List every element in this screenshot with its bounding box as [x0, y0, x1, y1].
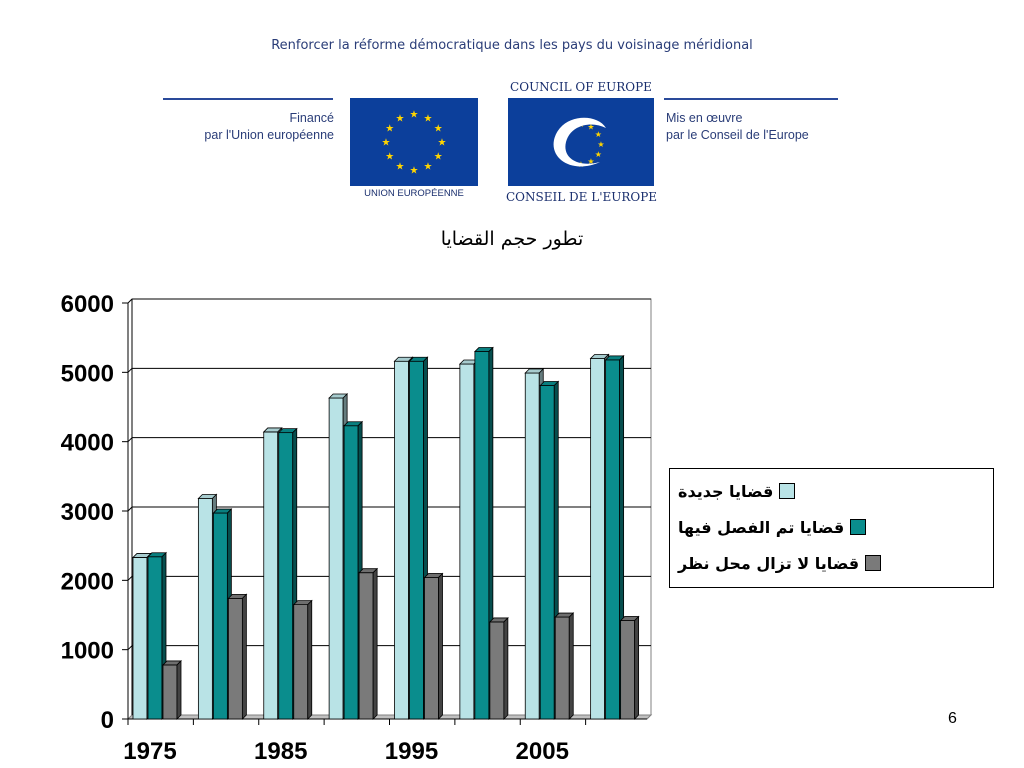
bar-pending-cases [621, 617, 639, 719]
coe-emblem-icon [508, 98, 654, 186]
bar-pending-cases [555, 613, 573, 719]
y-tick-label: 4000 [60, 429, 114, 457]
eu-star: ★ [409, 165, 419, 177]
eu-star: ★ [437, 137, 447, 149]
x-tick-label: 1975 [123, 738, 177, 765]
implemented-by-line2: par le Conseil de l'Europe [666, 128, 809, 142]
y-tick-label: 6000 [60, 291, 114, 318]
coe-star: ★ [587, 122, 595, 132]
legend-swatch-pending-cases [865, 555, 881, 571]
gridline-diag [128, 368, 132, 372]
legend-label-decided-cases: قضايا تم الفصل فيها [678, 517, 845, 537]
y-tick-label: 2000 [60, 568, 114, 596]
legend-label-pending-cases: قضايا لا تزال محل نظر [678, 553, 860, 573]
eu-star: ★ [409, 109, 419, 121]
gridline-diag [128, 438, 132, 442]
bar-pending-cases [294, 601, 312, 719]
x-tick-label: 2005 [515, 738, 569, 765]
coe-top-caption: COUNCIL OF EUROPE [510, 80, 652, 94]
header-rule-right [664, 98, 838, 100]
implemented-by-line1: Mis en œuvre [666, 111, 743, 125]
coe-star: ★ [597, 139, 605, 149]
eu-stars-icon [350, 98, 478, 186]
y-tick-label: 3000 [60, 499, 114, 526]
legend-item-pending-cases [678, 549, 985, 577]
gridline-diag [128, 576, 132, 580]
header-tagline: Renforcer la réforme démocratique dans les pays du voisinage méridional [271, 38, 753, 53]
y-tick-label: 0 [100, 707, 114, 734]
coe-logo [508, 98, 654, 186]
coe-star: ★ [594, 129, 602, 139]
bar-pending-cases [425, 574, 443, 719]
page-number: 6 [948, 710, 957, 727]
gridline-diag [128, 646, 132, 650]
x-tick-label: 1995 [384, 738, 439, 765]
bar-pending-cases [490, 618, 508, 719]
bar-chart [0, 290, 670, 768]
eu-star: ★ [381, 137, 391, 149]
gridline-diag [128, 299, 132, 303]
eu-star: ★ [395, 161, 405, 173]
bar-pending-cases [163, 661, 181, 719]
legend-label-new-cases: قضايا جديدة [678, 481, 774, 501]
y-tick-label: 1000 [60, 637, 114, 665]
legend-swatch-new-cases [779, 483, 795, 499]
eu-logo [350, 98, 478, 186]
coe-star: ★ [587, 157, 595, 167]
legend-item-new-cases [678, 477, 985, 505]
chart-legend [669, 468, 994, 588]
gridline-diag [128, 507, 132, 511]
bar-pending-cases [228, 594, 246, 719]
coe-bottom-caption: CONSEIL DE L'EUROPE [506, 190, 658, 204]
legend-item-decided-cases [678, 513, 985, 541]
eu-star: ★ [423, 113, 433, 125]
bar-pending-cases [359, 569, 377, 719]
funded-by-line1: Financé [289, 111, 334, 125]
implemented-by-note [666, 110, 866, 144]
eu-star: ★ [423, 161, 433, 173]
x-tick-label: 1985 [254, 738, 308, 765]
eu-star: ★ [385, 123, 395, 135]
chart-title: تطور حجم القضايا [440, 228, 584, 250]
funded-by-note [150, 110, 334, 144]
eu-star: ★ [433, 151, 443, 163]
eu-star: ★ [385, 151, 395, 163]
legend-swatch-decided-cases [850, 519, 866, 535]
y-tick-label: 5000 [60, 360, 114, 388]
funded-by-line2: par l'Union européenne [204, 128, 334, 142]
header-rule-left [163, 98, 333, 100]
coe-star: ★ [594, 149, 602, 159]
eu-logo-caption: UNION EUROPÉENNE [364, 188, 464, 199]
eu-star: ★ [395, 113, 405, 125]
eu-star: ★ [433, 123, 443, 135]
